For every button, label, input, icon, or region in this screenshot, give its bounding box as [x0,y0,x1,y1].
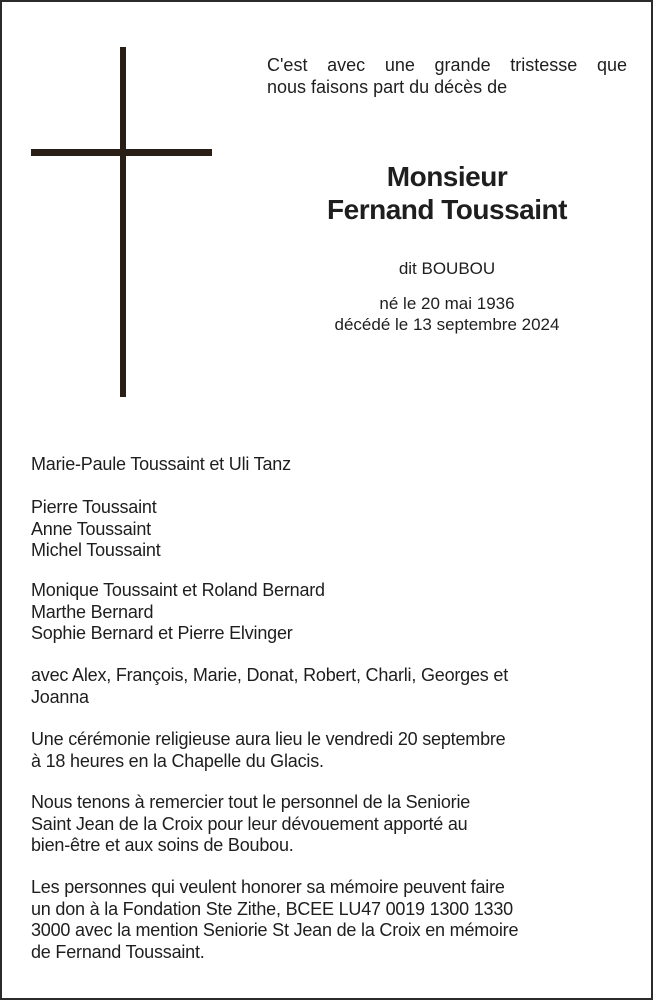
family-grandchildren [31,497,631,562]
text-line: Une cérémonie religieuse aura lieu le vendredi 20 septembre [31,729,506,749]
text-line: Les personnes qui veulent honorer sa mémoire peuvent faire [31,877,505,897]
cross-icon-vertical [120,47,126,397]
intro-text [267,54,627,98]
nickname: dit BOUBOU [398,259,496,278]
text-line: de Fernand Toussaint. [31,941,205,962]
text-line: Marthe Bernard [31,601,154,622]
death-date: décédé le 13 septembre 2024 [334,315,560,334]
donation-info [31,877,631,963]
text-line: avec Alex, François, Marie, Donat, Robert, Charli, Georges et [31,665,509,685]
text-line: Pierre Toussaint [31,497,157,517]
full-name: Fernand Toussaint [327,194,567,225]
great-grandchildren [31,665,631,708]
text-line: 3000 avec la mention Seniorie St Jean de la Croix en mémoire [31,920,519,941]
text-line: Marie-Paule Toussaint et Uli Tanz [31,454,291,474]
text-line: bien-être et aux soins de Boubou. [31,835,294,856]
text-line: Nous tenons à remercier tout le personnel de la Seniorie [31,792,471,812]
text-line: Michel Toussaint [31,540,161,561]
text-line: Monique Toussaint et Roland Bernard [31,580,325,600]
text-line: Joanna [31,686,89,707]
text-line: Sophie Bernard et Pierre Elvinger [31,623,293,644]
cross-icon-horizontal [31,149,212,156]
intro-line: nous faisons part du décès de [267,77,508,97]
intro-line: C'est avec une grande tristesse que [267,55,627,75]
text-line: à 18 heures en la Chapelle du Glacis. [31,750,324,771]
birth-date: né le 20 mai 1936 [379,294,515,313]
family-relatives [31,580,631,645]
text-line: Saint Jean de la Croix pour leur dévouement apporté au [31,813,468,834]
family-children [31,454,631,476]
title: Monsieur [386,161,508,192]
thanks [31,792,631,857]
deceased-name [267,160,627,226]
text-line: un don à la Fondation Ste Zithe, BCEE LU47 0019 1300 1330 [31,898,513,919]
ceremony-info [31,729,631,772]
text-line: Anne Toussaint [31,518,151,539]
